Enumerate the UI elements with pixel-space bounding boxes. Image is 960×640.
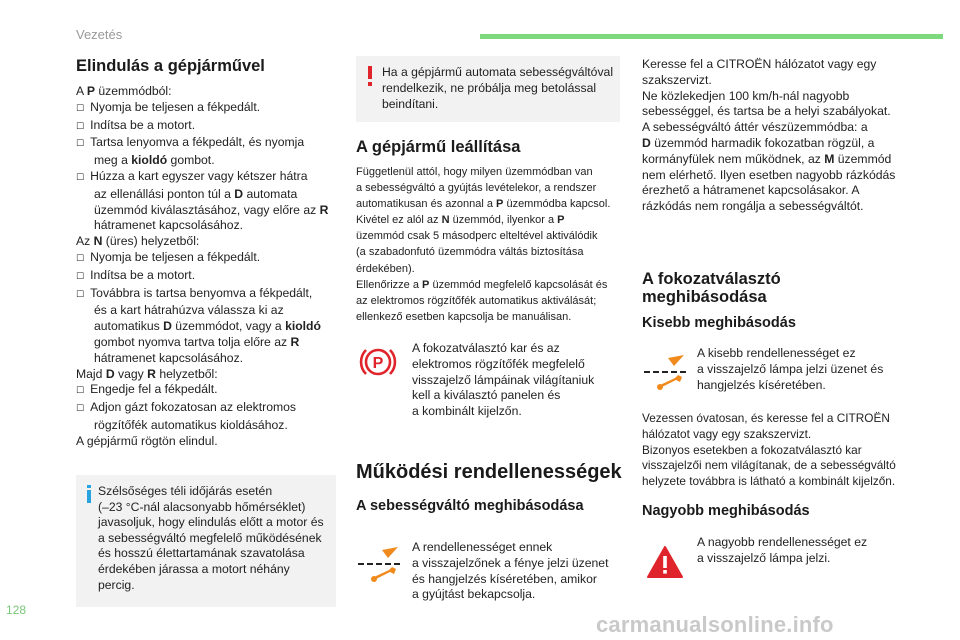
contact-instructions: Keresse fel a CITROËN hálózatot vagy egy szakszervizt. Ne közlekedjen 100 km/h-nál nagyobb sebességgel, és tartsa be a helyi szabályokat. A sebességváltó áttér vészüzemmódba: a D üzemmód harmadik fokozatban rögzül, a kormányfülek nem működnek, az M üzemmód nem elérhető. Ilyen esetben nagyobb rázkódás érezhető a hátramenet kapcsolásakor. A rázkódás nem rongálja a sebességváltót.	[642, 57, 896, 214]
line-n-mode: Az N (üres) helyzetből:	[76, 234, 200, 249]
stop-instructions: Függetlenül attól, hogy milyen üzemmódban van a sebességváltó a gyújtás levételekor, a rendszer automatikusan és azonnal a P üzemmódba kapcsol. Kivétel ez alól az N üzemmód, ilyenkor a P üzemmód csak 5 másodperc elteltével aktiválódik (a szabadonfutó üzemmódra váltás biztosítása érdekében). Ellenőrizze a P üzemmód megfelelő kapcsolását és az elektromos rögzítőfék automatikus aktiválását; ellenkező esetben kapcsolja be manuálisan.	[356, 166, 611, 323]
list-item: ☐ Indítsa be a motort.	[76, 117, 196, 132]
svg-text:P: P	[372, 355, 384, 372]
list-item-cont: az ellenállási ponton túl a D automata	[94, 186, 298, 201]
list-item: ☐ Engedje fel a fékpedált.	[76, 382, 218, 397]
list-item-cont: rögzítőfék automatikus kioldásához.	[94, 417, 288, 432]
line-departure: A gépjármű rögtön elindul.	[76, 433, 218, 448]
exclamation-icon	[365, 66, 375, 86]
start-title: Elindulás a gépjárművel	[76, 57, 265, 75]
list-item-cont: üzemmód kiválasztásához, vagy előre az R	[94, 202, 329, 217]
list-item-cont: meg a kioldó gombot.	[94, 153, 215, 168]
watermark: carmanualsonline.info	[596, 612, 834, 637]
minor-note-text: A kisebb rendellenességet ez a visszajelző lámpa jelzi üzenet és hangjelzés kíséretében.	[697, 346, 884, 392]
list-item: ☐ Adjon gázt fokozatosan az elektromos	[76, 400, 297, 415]
list-item: ☐ Tartsa lenyomva a fékpedált, és nyomja	[76, 135, 305, 150]
list-item-cont: gombot nyomva tartva tolja előre az R	[94, 334, 300, 349]
wrench-icon	[644, 354, 688, 392]
list-item-cont: hátramenet kapcsolásához.	[94, 218, 244, 233]
list-item-cont: automatikus D üzemmódot, vagy a kioldó	[94, 319, 321, 334]
list-item-cont: és a kart hátrahúzva válassza ki az	[94, 303, 284, 318]
wrench-icon	[358, 546, 402, 584]
warning-note-text: Ha a gépjármű automata sebességváltóval rendelkezik, ne próbálja meg betolással beindítani.	[382, 65, 614, 111]
section-label: Vezetés	[76, 27, 123, 42]
major-note-text: A nagyobb rendellenességet ez a visszajelző lámpa jelzi.	[697, 535, 868, 565]
brake-note-text: A fokozatválasztó kar és az elektromos rögzítőfék megfelelő visszajelző lámpáinak világítaniuk kell a kiválasztó panelen és a kombinált kijelzőn.	[412, 341, 595, 419]
list-item-cont: hátramenet kapcsolásához.	[94, 350, 244, 365]
gearbox-note-text: A rendellenességet ennek a visszajelzőnek a fénye jelzi üzenet és hangjelzés kíséretében, amikor a gyújtást bekapcsolja.	[412, 540, 609, 602]
gearbox-title: A sebességváltó meghibásodása	[356, 498, 584, 514]
line-p-mode: A P üzemmódból:	[76, 84, 172, 98]
start-instructions	[76, 84, 344, 450]
list-item: ☐ Húzza a kart egyszer vagy kétszer hátra	[76, 168, 308, 183]
minor-title: Kisebb meghibásodás	[642, 315, 796, 331]
list-item: ☐ Továbbra is tartsa benyomva a fékpedált,	[76, 285, 313, 300]
info-icon	[84, 485, 94, 503]
parking-brake-icon	[358, 342, 398, 382]
major-title: Nagyobb meghibásodás	[642, 503, 810, 519]
list-item: ☐ Indítsa be a motort.	[76, 267, 196, 282]
malfunction-title: Működési rendellenességek	[356, 461, 622, 483]
selector-title: A fokozatválasztó meghibásodása	[642, 270, 781, 306]
list-item: ☐ Nyomja be teljesen a fékpedált.	[76, 249, 261, 264]
winter-note-text: Szélsőséges téli időjárás esetén (–23 °C-nál alacsonyabb hőmérséklet) javasoljuk, hogy elindulás előtt a motor és a sebességváltó megfelelő működésének és hosszú élettartamának szavatolása érdekében járassa a motort néhány percig.	[98, 484, 324, 592]
section-bar	[480, 34, 943, 39]
minor-body-text: Vezessen óvatosan, és keresse fel a CITROËN hálózatot vagy egy szakszervizt. Bizonyos esetekben a fokozatválasztó kar visszajelzői nem világítanak, de a sebességváltó helyzete továbbra is látható a kombinált kijelzőn.	[642, 411, 896, 489]
page-number: 128	[6, 603, 27, 617]
list-item: ☐ Nyomja be teljesen a fékpedált.	[76, 99, 261, 114]
stop-title: A gépjármű leállítása	[356, 138, 521, 156]
line-d-r-mode: Majd D vagy R helyzetből:	[76, 366, 218, 381]
alert-triangle-icon	[646, 545, 684, 579]
